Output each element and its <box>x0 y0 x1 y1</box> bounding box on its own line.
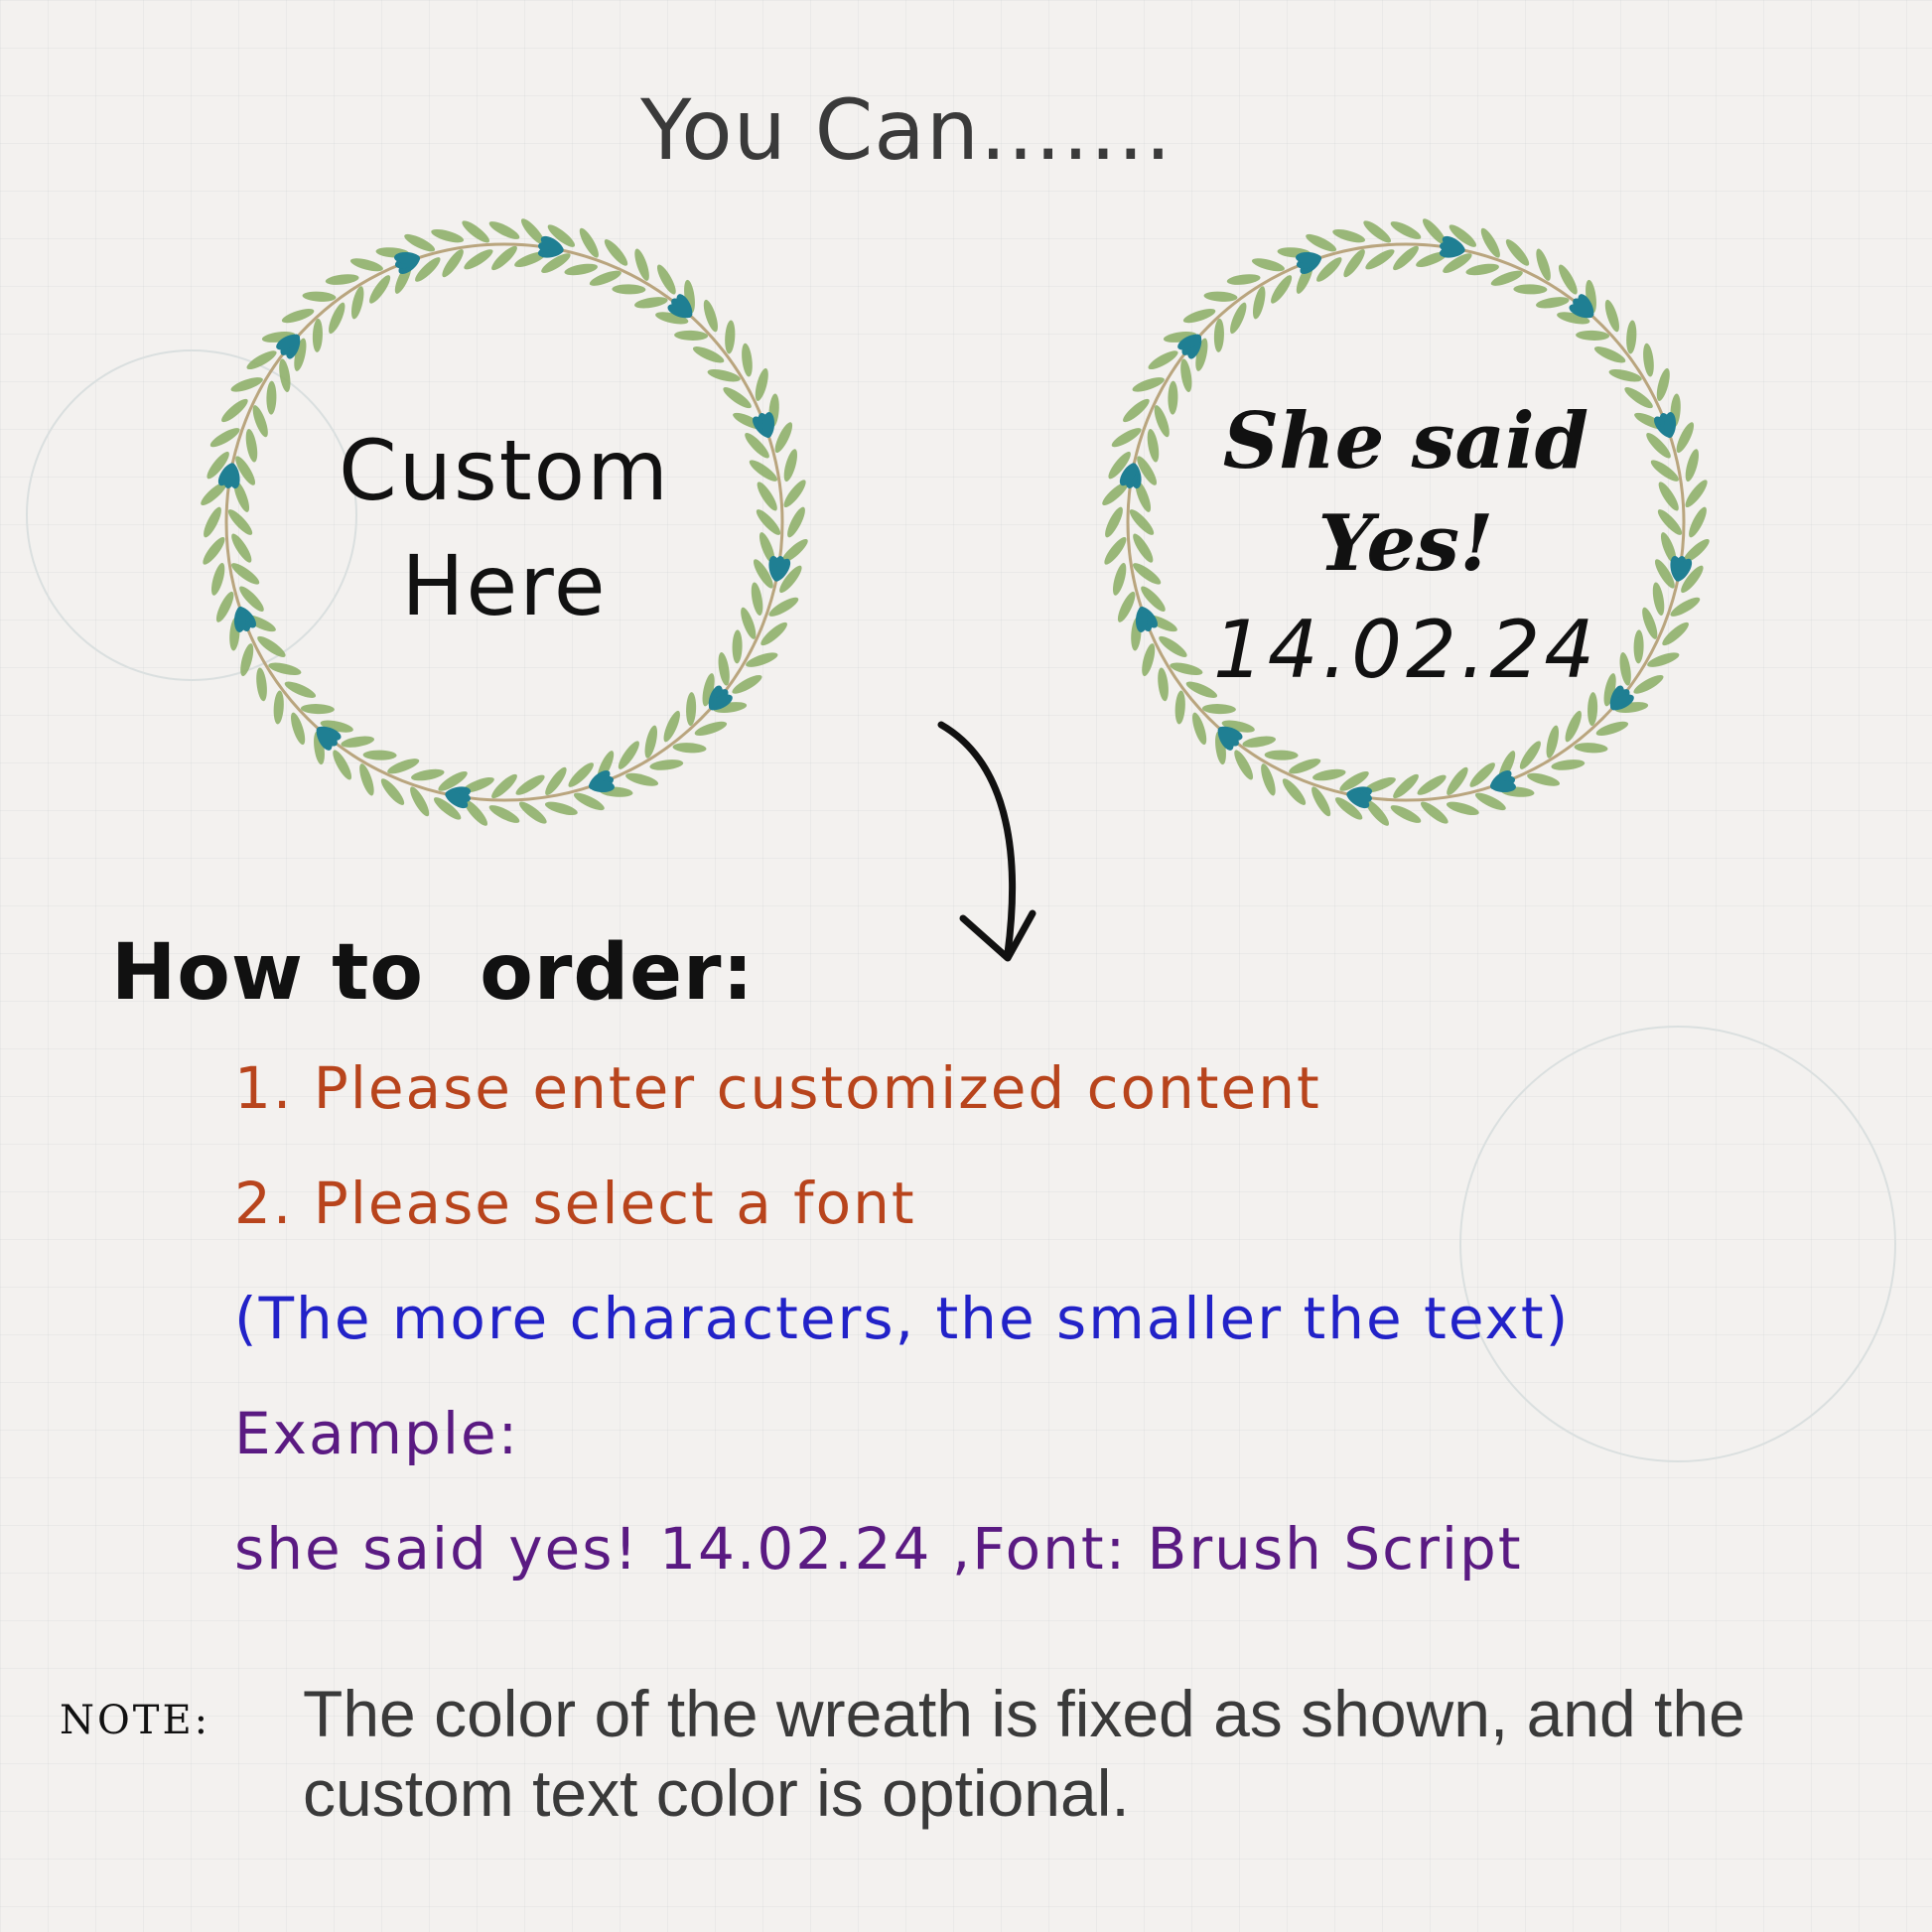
example-value: she said yes! 14.02.24 ,Font: Brush Script <box>234 1515 1523 1583</box>
wreath-left-text <box>177 413 832 643</box>
wreath-right-line2: Yes! <box>1317 498 1494 589</box>
wreath-left <box>177 195 832 850</box>
headline: You Can....... <box>640 81 1173 179</box>
hint-text: (The more characters, the smaller the text) <box>234 1285 1571 1352</box>
example-label: Example: <box>234 1400 520 1467</box>
wreath-left-line2: Here <box>401 537 608 634</box>
wreath-right-line1: She said <box>1222 396 1589 486</box>
step-1: 1. Please enter customized content <box>234 1054 1321 1122</box>
note-label: NOTE: <box>60 1698 211 1743</box>
step-2: 2. Please select a font <box>234 1170 916 1237</box>
wreath-right <box>1078 195 1733 850</box>
curved-arrow-icon <box>933 715 1042 973</box>
wreath-left-line1: Custom <box>339 422 670 519</box>
wreath-right-line3: 14.02.24 <box>1212 604 1599 696</box>
decorative-ring-right <box>1459 1026 1896 1462</box>
how-to-order-title: How to order: <box>111 928 755 1018</box>
note-text: The color of the wreath is fixed as shown, and the custom text color is optional. <box>303 1677 1745 1830</box>
